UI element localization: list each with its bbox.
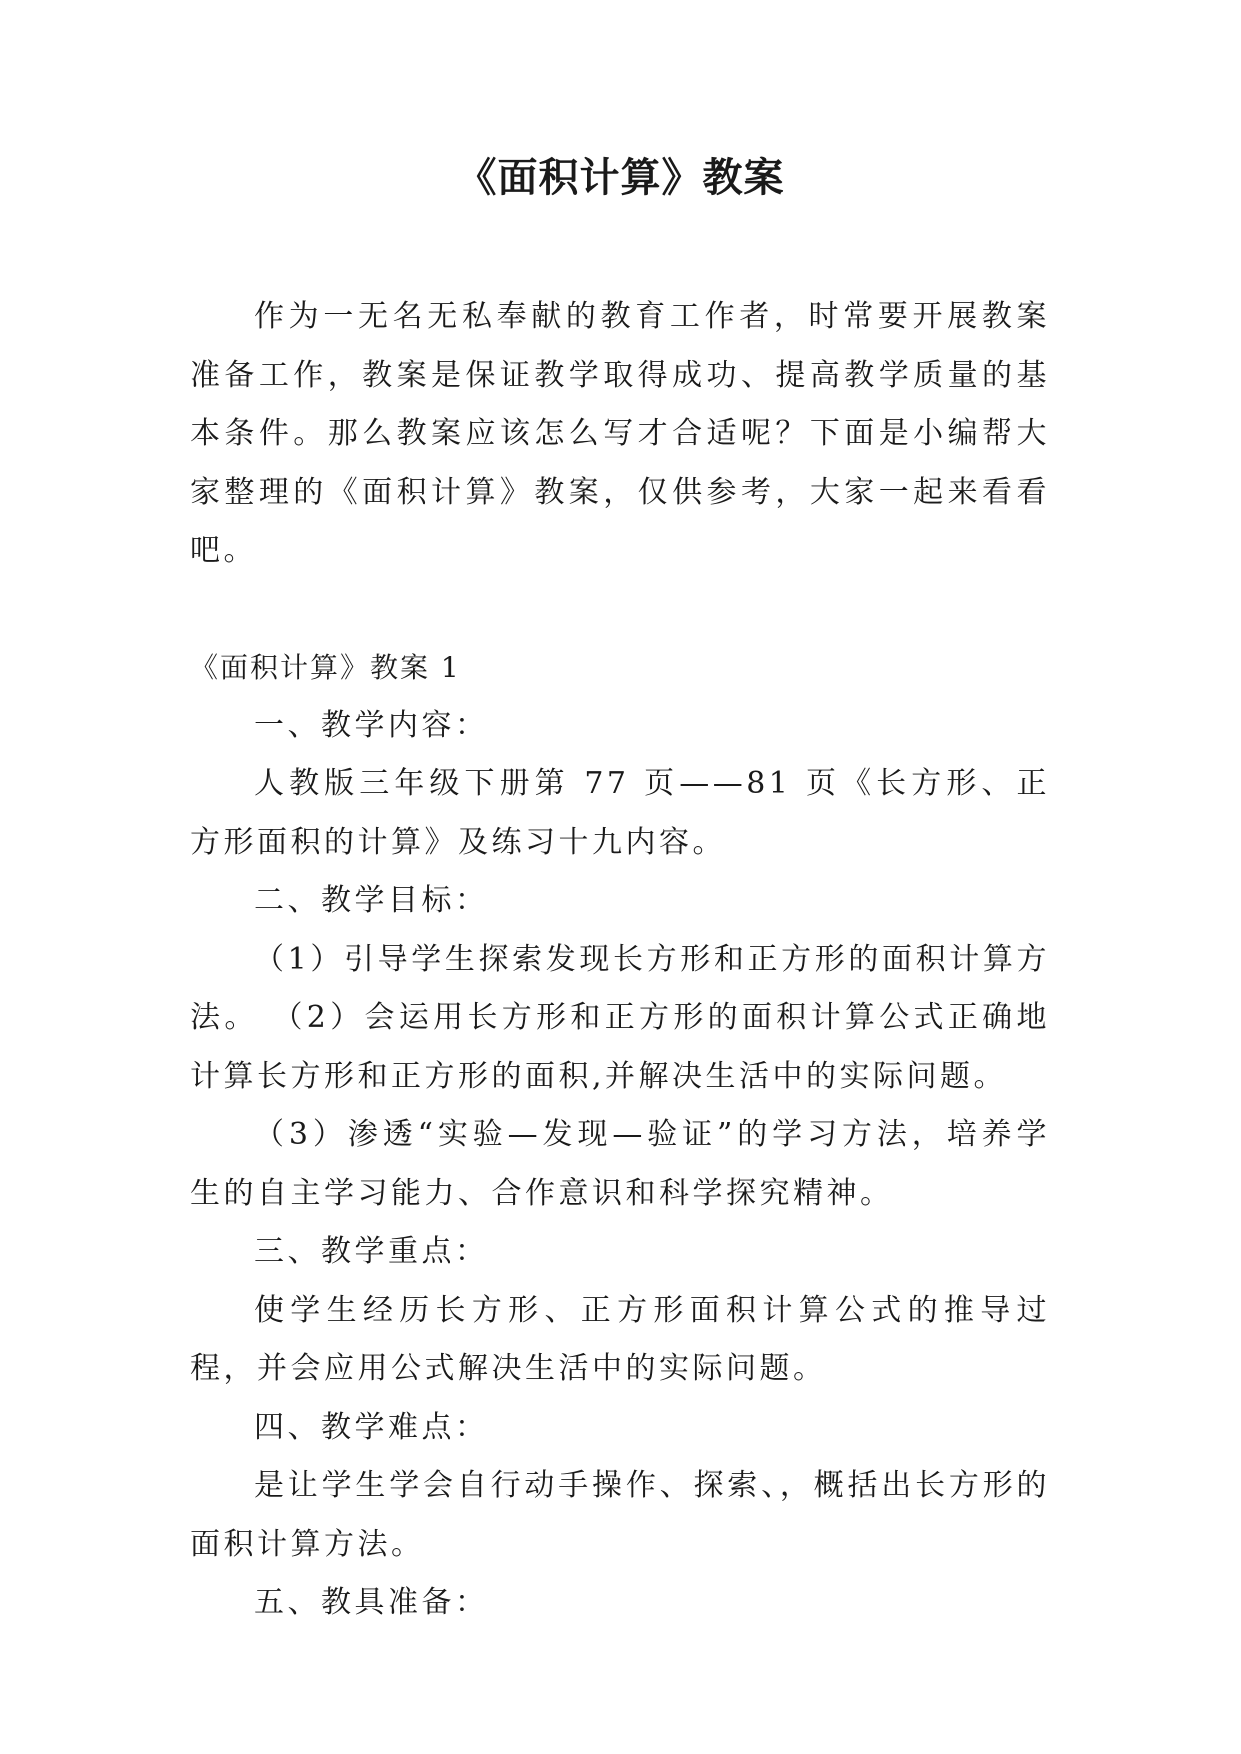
document-title: 《面积计算》教案 <box>456 155 785 201</box>
heading-teaching-goals: 二、教学目标： <box>254 883 489 918</box>
paragraph-goals-1-2: （1）引导学生探索发现长方形和正方形的面积计算方法。 （2）会运用长方形和正方形的面积计算公式正确地计算长方形和正方形的面积,并解决生活中的实际问题。 <box>190 941 1050 1094</box>
document-body <box>190 288 1050 1633</box>
paragraph-goal-3: （3）渗透“实验—发现—验证”的学习方法，培养学生的自主学习能力、合作意识和科学探究精神。 <box>190 1117 1050 1211</box>
heading-teaching-aids: 五、教具准备： <box>254 1585 489 1620</box>
paragraph-teaching-content: 人教版三年级下册第 77 页——81 页《长方形、正方形面积的计算》及练习十九内容。 <box>190 766 1050 860</box>
heading-teaching-content: 一、教学内容： <box>254 707 489 743</box>
heading-teaching-difficulty: 四、教学难点： <box>254 1409 489 1445</box>
paragraph-teaching-focus: 使学生经历长方形、正方形面积计算公式的推导过程，并会应用公式解决生活中的实际问题。 <box>190 1292 1050 1386</box>
paragraph-teaching-difficulty: 是让学生学会自行动手操作、探索、，概括出长方形的面积计算方法。 <box>190 1468 1050 1562</box>
intro-paragraph: 作为一无名无私奉献的教育工作者，时常要开展教案准备工作，教案是保证教学取得成功、提高教学质量的基本条件。那么教案应该怎么写才合适呢？下面是小编帮大家整理的《面积计算》教案，仅供参考，大家一起来看看吧。 <box>190 299 1050 568</box>
section-title: 《面积计算》教案 1 <box>190 650 461 684</box>
heading-teaching-focus: 三、教学重点： <box>254 1234 489 1269</box>
